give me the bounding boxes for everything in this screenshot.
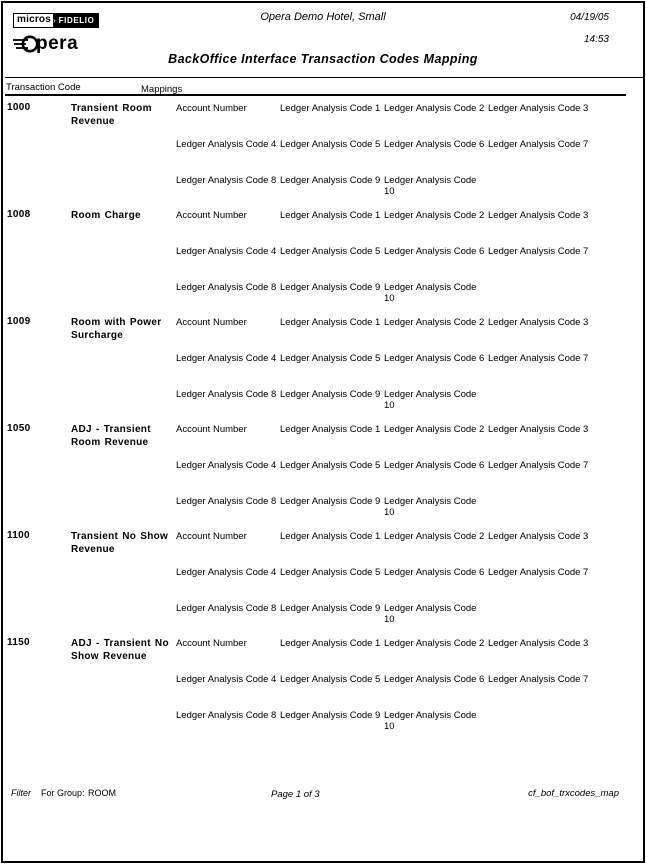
transaction-row <box>3 530 646 637</box>
mapping-label: Account Number <box>176 210 247 221</box>
mapping-label: Ledger Analysis Code 5 <box>280 139 381 150</box>
transaction-code-cell: 1000 <box>7 102 31 113</box>
page-indicator: Page 1 of 3 <box>271 789 320 800</box>
mapping-label: Ledger Analysis Code 6 <box>384 674 485 685</box>
mapping-line <box>176 603 636 639</box>
mapping-line <box>176 103 636 139</box>
mapping-label: Ledger Analysis Code 3 <box>488 103 589 114</box>
mapping-label: Ledger Analysis Code 5 <box>280 567 381 578</box>
mapping-line <box>176 674 636 710</box>
transaction-code-cell: 1009 <box>7 316 31 327</box>
mapping-label: Ledger Analysis Code 7 <box>488 353 589 364</box>
mapping-label: Ledger Analysis Code 2 <box>384 103 485 114</box>
column-header-transaction-code: Transaction Code <box>6 82 81 93</box>
mapping-label: Account Number <box>176 531 247 542</box>
mapping-line <box>176 460 636 496</box>
transaction-description-cell: Transient No Show Revenue <box>71 531 169 555</box>
column-header-mappings: Mappings <box>141 84 183 95</box>
for-group-value: ROOM <box>88 788 116 798</box>
mapping-label: Ledger Analysis Code 3 <box>488 210 589 221</box>
transaction-row <box>3 637 646 744</box>
transaction-row <box>3 102 646 209</box>
report-time: 14:53 <box>583 34 609 45</box>
mapping-label: Ledger Analysis Code 8 <box>176 496 277 507</box>
mapping-label: Ledger Analysis Code 6 <box>384 246 485 257</box>
mapping-line <box>176 317 636 353</box>
mapping-label: Ledger Analysis Code 4 <box>176 353 277 364</box>
mapping-line <box>176 531 636 567</box>
mapping-label: Ledger Analysis Code 4 <box>176 567 277 578</box>
mapping-line <box>176 246 636 282</box>
mapping-label: Ledger Analysis Code 4 <box>176 460 277 471</box>
mapping-label: Ledger Analysis Code 7 <box>488 139 589 150</box>
mapping-label: Ledger Analysis Code 5 <box>280 353 381 364</box>
mapping-label: Ledger Analysis Code 1 <box>280 317 381 328</box>
mapping-label: Ledger Analysis Code 7 <box>488 246 589 257</box>
transaction-row <box>3 316 646 423</box>
mapping-label: Ledger Analysis Code 9 <box>280 496 381 507</box>
mapping-label: Ledger Analysis Code 8 <box>176 710 277 721</box>
mapping-label: Ledger Analysis Code 10 <box>384 710 477 732</box>
report-title: BackOffice Interface Transaction Codes Mapping <box>168 52 478 66</box>
report-page <box>1 1 645 863</box>
mapping-label: Ledger Analysis Code 10 <box>384 603 477 625</box>
report-date: 04/19/05 <box>570 12 609 23</box>
mapping-label: Ledger Analysis Code 6 <box>384 567 485 578</box>
mapping-line <box>176 282 636 318</box>
mapping-line <box>176 424 636 460</box>
mapping-line <box>176 567 636 603</box>
mappings-cell <box>176 210 636 318</box>
mapping-label: Ledger Analysis Code 5 <box>280 460 381 471</box>
mapping-label: Ledger Analysis Code 1 <box>280 210 381 221</box>
mapping-label: Account Number <box>176 317 247 328</box>
mapping-label: Ledger Analysis Code 10 <box>384 282 477 304</box>
mapping-label: Account Number <box>176 638 247 649</box>
logo-chevron-icon: › <box>53 16 56 25</box>
mapping-label: Ledger Analysis Code 5 <box>280 246 381 257</box>
mapping-line <box>176 710 636 746</box>
mapping-label: Ledger Analysis Code 8 <box>176 603 277 614</box>
mapping-label: Ledger Analysis Code 9 <box>280 710 381 721</box>
mapping-label: Ledger Analysis Code 4 <box>176 246 277 257</box>
mappings-cell <box>176 103 636 211</box>
mapping-label: Ledger Analysis Code 9 <box>280 282 381 293</box>
transaction-code-cell: 1050 <box>7 423 31 434</box>
mapping-label: Ledger Analysis Code 1 <box>280 638 381 649</box>
mapping-label: Ledger Analysis Code 7 <box>488 567 589 578</box>
mapping-label: Ledger Analysis Code 6 <box>384 460 485 471</box>
mapping-label: Ledger Analysis Code 10 <box>384 175 477 197</box>
mapping-line <box>176 638 636 674</box>
transaction-code-cell: 1150 <box>7 637 30 648</box>
mapping-line <box>176 389 636 425</box>
mapping-line <box>176 175 636 211</box>
hotel-name: Opera Demo Hotel, Small <box>260 11 386 23</box>
fidelio-logo-text: FIDELIO <box>56 14 99 27</box>
mapping-label: Ledger Analysis Code 7 <box>488 460 589 471</box>
transaction-description-cell: Room Charge <box>71 210 141 221</box>
mapping-label: Ledger Analysis Code 6 <box>384 139 485 150</box>
mapping-label: Ledger Analysis Code 9 <box>280 389 381 400</box>
mapping-label: Ledger Analysis Code 1 <box>280 103 381 114</box>
transaction-row <box>3 423 646 530</box>
header-divider <box>5 77 644 78</box>
transaction-description-cell: ADJ - Transient Room Revenue <box>71 424 151 448</box>
mapping-label: Account Number <box>176 103 247 114</box>
mapping-label: Ledger Analysis Code 6 <box>384 353 485 364</box>
mappings-cell <box>176 531 636 639</box>
mapping-label: Ledger Analysis Code 1 <box>280 424 381 435</box>
mapping-label: Ledger Analysis Code 5 <box>280 674 381 685</box>
for-group-label: For Group: <box>41 788 85 798</box>
mapping-label: Ledger Analysis Code 3 <box>488 424 589 435</box>
mapping-label: Ledger Analysis Code 8 <box>176 389 277 400</box>
transaction-code-cell: 1008 <box>7 209 31 220</box>
mapping-label: Ledger Analysis Code 2 <box>384 638 485 649</box>
mapping-line <box>176 496 636 532</box>
mapping-line <box>176 353 636 389</box>
transaction-row <box>3 209 646 316</box>
mapping-label: Ledger Analysis Code 9 <box>280 175 381 186</box>
transaction-description-cell: Transient Room Revenue <box>71 103 152 127</box>
mapping-label: Ledger Analysis Code 10 <box>384 389 477 411</box>
mapping-label: Ledger Analysis Code 2 <box>384 317 485 328</box>
mapping-label: Ledger Analysis Code 9 <box>280 603 381 614</box>
mapping-label: Ledger Analysis Code 4 <box>176 139 277 150</box>
report-file-name: cf_bof_trxcodes_map <box>528 788 619 799</box>
mapping-label: Account Number <box>176 424 247 435</box>
mapping-label: Ledger Analysis Code 4 <box>176 674 277 685</box>
mapping-line <box>176 139 636 175</box>
column-header-divider <box>5 94 626 96</box>
mappings-cell <box>176 317 636 425</box>
mapping-label: Ledger Analysis Code 10 <box>384 496 477 518</box>
micros-logo-text: micros <box>14 14 53 27</box>
opera-logo-text: pera <box>36 33 79 54</box>
transaction-description-cell: Room with Power Surcharge <box>71 317 162 341</box>
mapping-label: Ledger Analysis Code 2 <box>384 210 485 221</box>
mapping-label: Ledger Analysis Code 3 <box>488 317 589 328</box>
mapping-label: Ledger Analysis Code 8 <box>176 175 277 186</box>
mapping-label: Ledger Analysis Code 1 <box>280 531 381 542</box>
filter-label: Filter <box>11 788 31 798</box>
mappings-cell <box>176 638 636 746</box>
mapping-label: Ledger Analysis Code 3 <box>488 638 589 649</box>
transaction-code-cell: 1100 <box>7 530 30 541</box>
transaction-description-cell: ADJ - Transient No Show Revenue <box>71 638 169 662</box>
transactions-body <box>3 102 646 744</box>
mapping-label: Ledger Analysis Code 3 <box>488 531 589 542</box>
mappings-cell <box>176 424 636 532</box>
mapping-label: Ledger Analysis Code 8 <box>176 282 277 293</box>
mapping-label: Ledger Analysis Code 2 <box>384 424 485 435</box>
mapping-label: Ledger Analysis Code 7 <box>488 674 589 685</box>
mapping-line <box>176 210 636 246</box>
mapping-label: Ledger Analysis Code 2 <box>384 531 485 542</box>
